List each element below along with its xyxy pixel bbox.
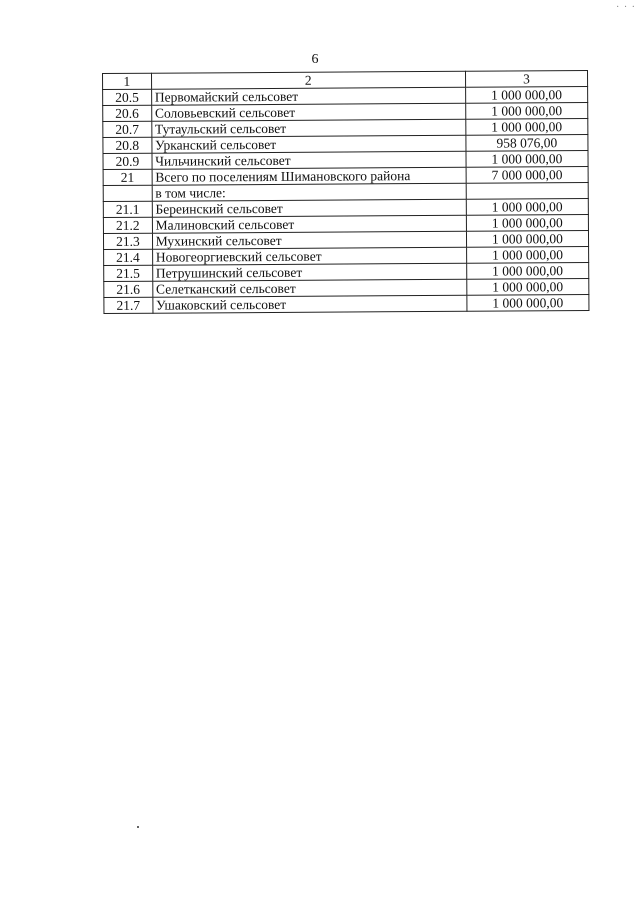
row-amount: 1 000 000,00 xyxy=(466,247,588,264)
column-header-name: 2 xyxy=(151,71,465,89)
row-amount: 1 000 000,00 xyxy=(466,215,588,232)
row-amount: 1 000 000,00 xyxy=(465,87,587,104)
row-name: Соловьевский сельсовет xyxy=(151,103,465,121)
row-amount: 1 000 000,00 xyxy=(466,231,588,248)
row-amount xyxy=(466,183,588,200)
row-amount: 1 000 000,00 xyxy=(466,119,588,136)
row-number: 21.1 xyxy=(103,201,152,217)
row-name: Береинский сельсовет xyxy=(152,199,466,217)
row-number: 21 xyxy=(103,169,152,185)
row-amount: 1 000 000,00 xyxy=(465,103,587,120)
corner-scan-mark: · · · xyxy=(616,2,636,13)
row-number: 21.3 xyxy=(103,233,152,249)
row-name: Первомайский сельсовет xyxy=(151,87,465,105)
row-number: 21.2 xyxy=(103,217,152,233)
row-number xyxy=(103,185,152,201)
row-amount: 1 000 000,00 xyxy=(466,199,588,216)
row-number: 20.9 xyxy=(103,153,152,169)
row-number: 20.7 xyxy=(103,121,152,137)
row-name: Селетканский сельсовет xyxy=(152,279,466,297)
table-row xyxy=(104,295,589,314)
row-name: Всего по поселениям Шимановского района xyxy=(152,167,466,185)
row-name: Ушаковский сельсовет xyxy=(153,295,467,313)
row-name: Тутаульский сельсовет xyxy=(151,119,465,137)
row-amount: 1 000 000,00 xyxy=(467,295,589,312)
page-number: 6 xyxy=(311,52,319,67)
row-number: 21.6 xyxy=(104,281,153,297)
row-amount: 1 000 000,00 xyxy=(466,151,588,168)
row-name: в том числе: xyxy=(152,183,466,201)
row-name: Малиновский сельсовет xyxy=(152,215,466,233)
row-amount: 958 076,00 xyxy=(466,135,588,152)
row-name: Чильчинский сельсовет xyxy=(152,151,466,169)
row-name: Мухинский сельсовет xyxy=(152,231,466,249)
column-header-amount: 3 xyxy=(465,71,587,88)
row-number: 20.6 xyxy=(103,105,152,121)
row-amount: 1 000 000,00 xyxy=(466,263,588,280)
row-name: Новогеоргиевский сельсовет xyxy=(152,247,466,265)
column-header-number: 1 xyxy=(103,73,152,89)
row-number: 21.7 xyxy=(104,297,153,313)
row-number: 20.5 xyxy=(103,89,152,105)
row-number: 21.4 xyxy=(104,249,153,265)
row-number: 20.8 xyxy=(103,137,152,153)
row-number: 21.5 xyxy=(104,265,153,281)
row-amount: 7 000 000,00 xyxy=(466,167,588,184)
row-amount: 1 000 000,00 xyxy=(467,279,589,296)
row-name: Петрушинский сельсовет xyxy=(152,263,466,281)
budget-allocation-table xyxy=(102,70,589,314)
row-name: Урканский сельсовет xyxy=(152,135,466,153)
scan-speck xyxy=(137,826,139,828)
